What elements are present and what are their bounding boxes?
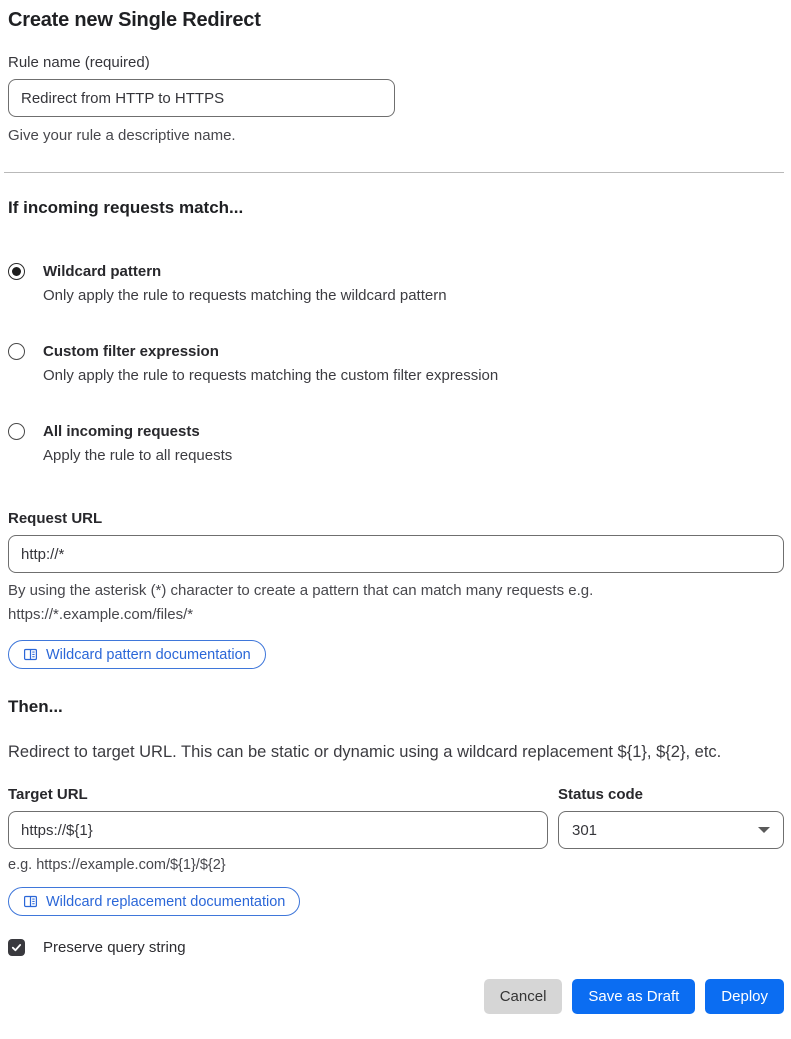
deploy-button[interactable]: Deploy: [705, 979, 784, 1014]
preserve-query-row[interactable]: [8, 939, 784, 956]
match-section-heading: If incoming requests match...: [8, 198, 244, 217]
then-section-heading: Then...: [8, 697, 63, 716]
cancel-button[interactable]: Cancel: [484, 979, 563, 1014]
wildcard-replacement-docs-button[interactable]: [8, 887, 300, 916]
rule-name-label: Rule name (required): [8, 54, 150, 71]
target-url-label: Target URL: [8, 786, 88, 803]
radio-option-wildcard-pattern[interactable]: [8, 262, 784, 306]
request-url-label: Request URL: [8, 510, 103, 527]
docs-button-label: Wildcard pattern documentation: [46, 646, 251, 663]
open-book-icon: [23, 647, 38, 662]
preserve-query-label: Preserve query string: [43, 939, 186, 956]
request-url-helper-line2: https://*.example.com/files/*: [8, 606, 194, 623]
radio-label: Custom filter expression: [43, 343, 219, 360]
radio-option-all-requests[interactable]: [8, 422, 784, 466]
docs-button-label: Wildcard replacement documentation: [46, 893, 286, 910]
request-url-helper-line1: By using the asterisk (*) character to create a pattern that can match many requests e.g.: [8, 582, 594, 599]
then-description: Redirect to target URL. This can be static or dynamic using a wildcard replacement ${1}, ${2}, etc.: [8, 743, 722, 761]
radio-description: Only apply the rule to requests matching the wildcard pattern: [43, 287, 447, 304]
checkbox-checked-icon[interactable]: [8, 939, 25, 956]
radio-button-icon[interactable]: [8, 343, 25, 360]
open-book-icon: [23, 894, 38, 909]
radio-description: Apply the rule to all requests: [43, 447, 233, 464]
status-code-label: Status code: [558, 786, 644, 803]
rule-name-input[interactable]: [8, 79, 395, 117]
radio-button-icon[interactable]: [8, 423, 25, 440]
radio-description: Only apply the rule to requests matching the custom filter expression: [43, 367, 499, 384]
request-url-helper: [8, 579, 784, 627]
wildcard-pattern-docs-button[interactable]: [8, 640, 266, 669]
request-url-input[interactable]: [8, 535, 784, 573]
save-as-draft-button[interactable]: Save as Draft: [572, 979, 695, 1014]
radio-label: All incoming requests: [43, 423, 200, 440]
status-code-value: 301: [572, 821, 598, 839]
section-divider: [4, 172, 784, 173]
status-code-select[interactable]: [558, 811, 784, 849]
page-title: Create new Single Redirect: [8, 9, 261, 31]
radio-label: Wildcard pattern: [43, 263, 162, 280]
target-url-helper: e.g. https://example.com/${1}/${2}: [8, 857, 226, 873]
rule-name-helper: Give your rule a descriptive name.: [8, 127, 236, 144]
radio-option-custom-filter[interactable]: [8, 342, 784, 386]
target-url-input[interactable]: [8, 811, 548, 849]
radio-button-icon[interactable]: [8, 263, 25, 280]
footer-actions: [8, 979, 784, 1014]
chevron-down-icon: [758, 827, 770, 833]
